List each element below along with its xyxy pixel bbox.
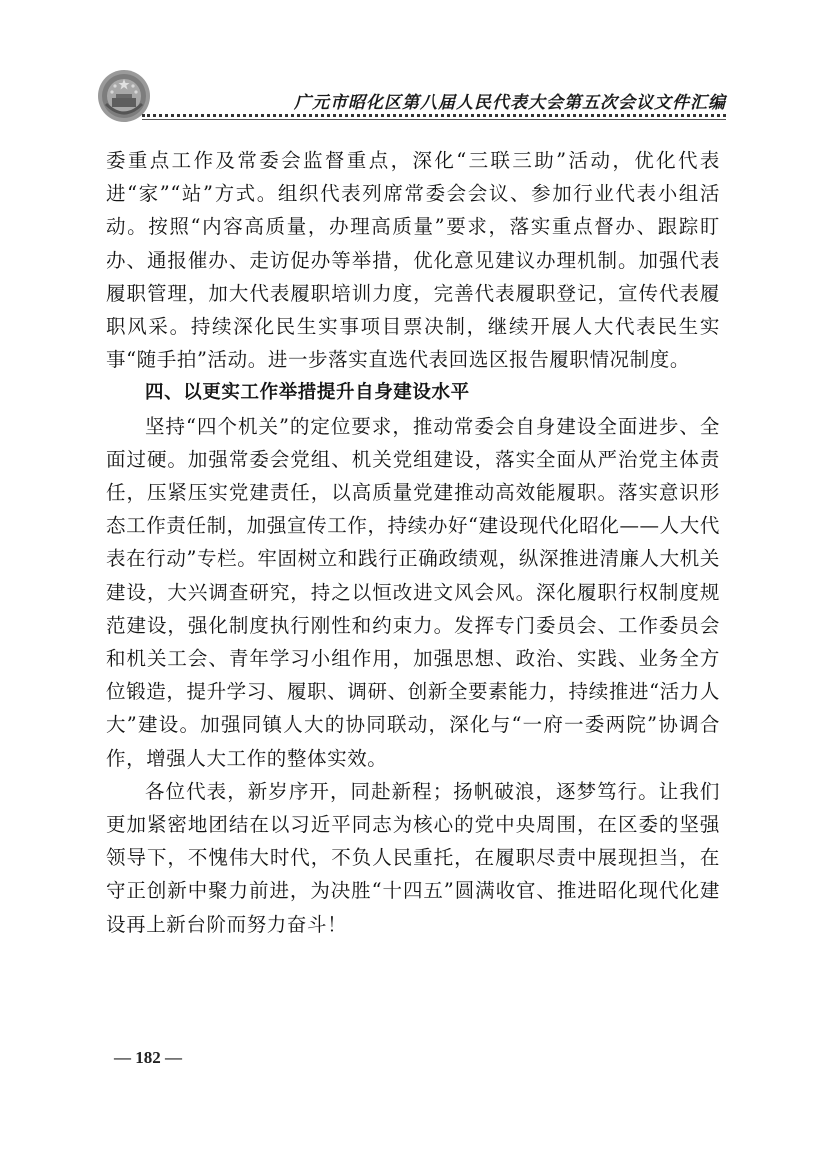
header-divider-line: [142, 119, 726, 120]
section-heading: 四、以更实工作举措提升自身建设水平: [145, 382, 470, 404]
closing-paragraph: 各位代表，新岁序开，同赴新程；扬帆破浪，逐梦笃行。让我们更加紧密地团结在以习近平同志为核心的党中央周围，在区委的坚强领导下，不愧伟大时代，不负人民重托，在履职尽责中展现担当，在守正创新中聚力前进，为决胜“十四五”圆满收官、推进昭化现代化建设再上新台阶而努力奋斗！: [106, 779, 720, 936]
page-body: [106, 144, 720, 941]
page-header: [96, 68, 726, 124]
page-number: — 182 —: [114, 1048, 182, 1067]
body-paragraph: 坚持“四个机关”的定位要求，推动常委会自身建设全面进步、全面过硬。加强常委会党组、机关党组建设，落实全面从严治党主体责任，压紧压实党建责任，以高质量党建推动高效能履职。落实意识形态工作责任制，加强宣传工作，持续办好“建设现代化昭化——人大代表在行动”专栏。牢固树立和践行正确政绩观，纵深推进清廉人大机关建设，大兴调查研究，持之以恒改进文风会风。深化履职行权制度规范建设，强化制度执行刚性和约束力。发挥专门委员会、工作委员会和机关工会、青年学习小组作用，加强思想、政治、实践、业务全方位锻造，提升学习、履职、调研、创新全要素能力，持续推进“活力人大”建设。加强同镇人大的协同联动，深化与“一府一委两院”协调合作，增强人大工作的整体实效。: [106, 414, 720, 770]
document-collection-title: 广元市昭化区第八届人民代表大会第五次会议文件汇编: [294, 93, 726, 113]
body-paragraph-continued: 委重点工作及常委会监督重点，深化“三联三助”活动，优化代表进“家”“站”方式。组织代表列席常委会会议、参加行业代表小组活动。按照“内容高质量，办理高质量”要求，落实重点督办、跟踪盯办、通报催办、走访促办等举措，优化意见建议办理机制。加强代表履职管理，加大代表履职培训力度，完善代表履职登记，宣传代表履职风采。持续深化民生实事项目票决制，继续开展人大代表民生实事“随手拍”活动。进一步落实直选代表回选区报告履职情况制度。: [106, 149, 720, 372]
header-divider: [142, 114, 726, 117]
